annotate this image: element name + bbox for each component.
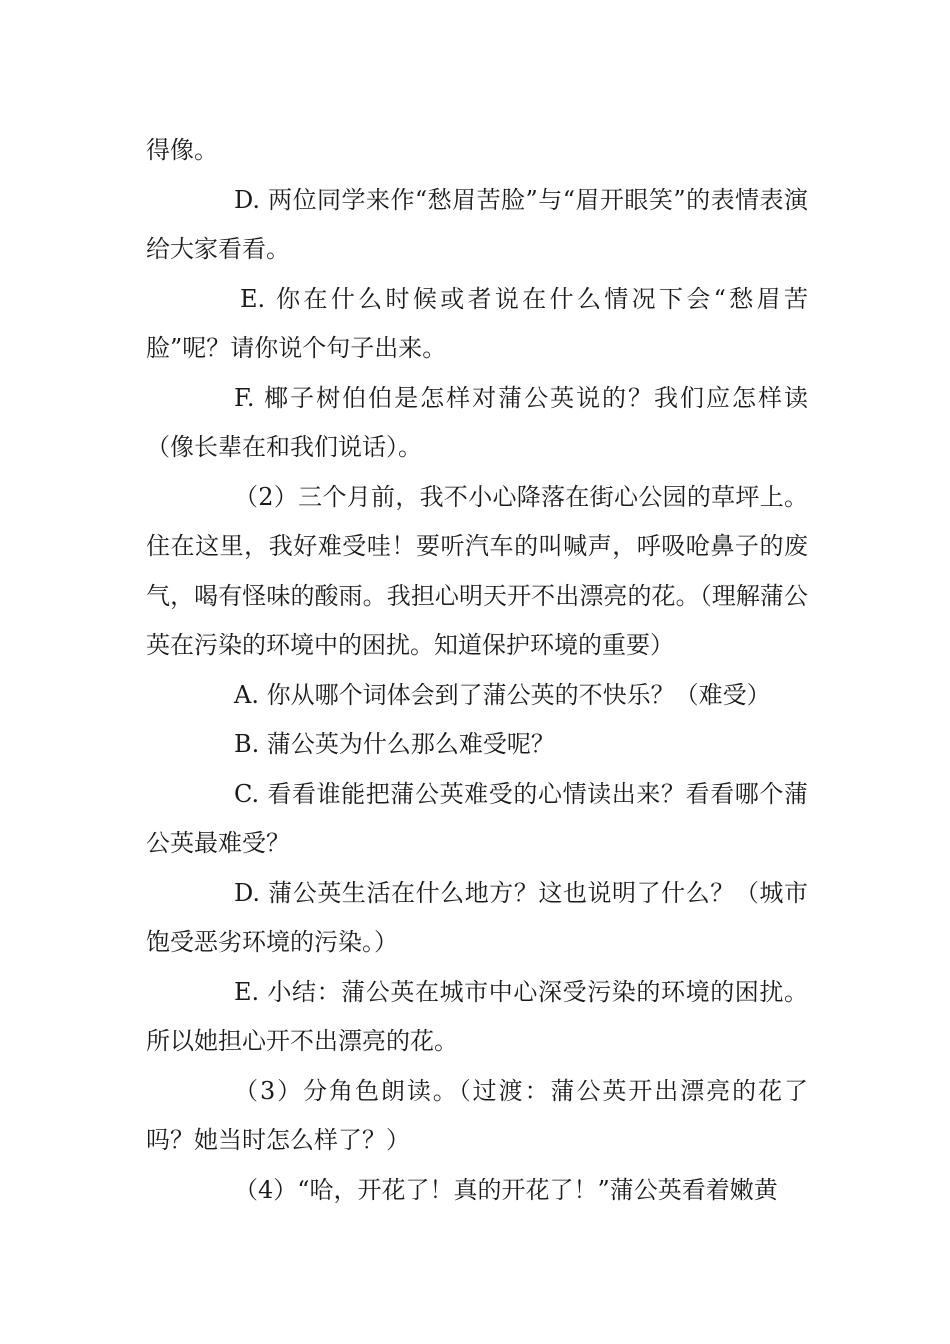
paragraph-item-e: E. 你在什么时候或者说在什么情况下会“愁眉苦脸”呢？请你说个句子出来。	[146, 284, 808, 362]
paragraph-section-3: （3）分角色朗读。（过渡：蒲公英开出漂亮的花了吗？她当时怎么样了？）	[146, 1076, 808, 1154]
document-body	[146, 126, 808, 1215]
paragraph-item-c: C. 看看谁能把蒲公英难受的心情读出来？看看哪个蒲公英最难受？	[146, 779, 808, 857]
paragraph-item-d: D. 两位同学来作“愁眉苦脸”与“眉开眼笑”的表情表演给大家看看。	[146, 185, 808, 263]
paragraph-section-2: （2）三个月前，我不小心降落在街心公园的草坪上。住在这里，我好难受哇！要听汽车的叫喊声，呼吸呛鼻子的废气，喝有怪味的酸雨。我担心明天开不出漂亮的花。（理解蒲公英在污染的环境中的困扰。知道保护环境的重要）	[146, 482, 808, 659]
paragraph-item-a: A. 你从哪个词体会到了蒲公英的不快乐？（难受）	[234, 680, 771, 709]
paragraph-continuation: 得像。	[146, 136, 218, 164]
paragraph-section-4: （4）“哈，开花了！真的开花了！”蒲公英看着嫩黄	[234, 1175, 778, 1204]
paragraph-item-f: F. 椰子树伯伯是怎样对蒲公英说的？我们应怎样读（像长辈在和我们说话）。	[146, 383, 808, 461]
paragraph-item-e-summary: E. 小结：蒲公英在城市中心深受污染的环境的困扰。所以她担心开不出漂亮的花。	[146, 977, 808, 1055]
paragraph-item-b: B. 蒲公英为什么那么难受呢？	[234, 730, 555, 758]
paragraph-item-d-2: D. 蒲公英生活在什么地方？这也说明了什么？（城市饱受恶劣环境的污染。）	[146, 878, 808, 956]
